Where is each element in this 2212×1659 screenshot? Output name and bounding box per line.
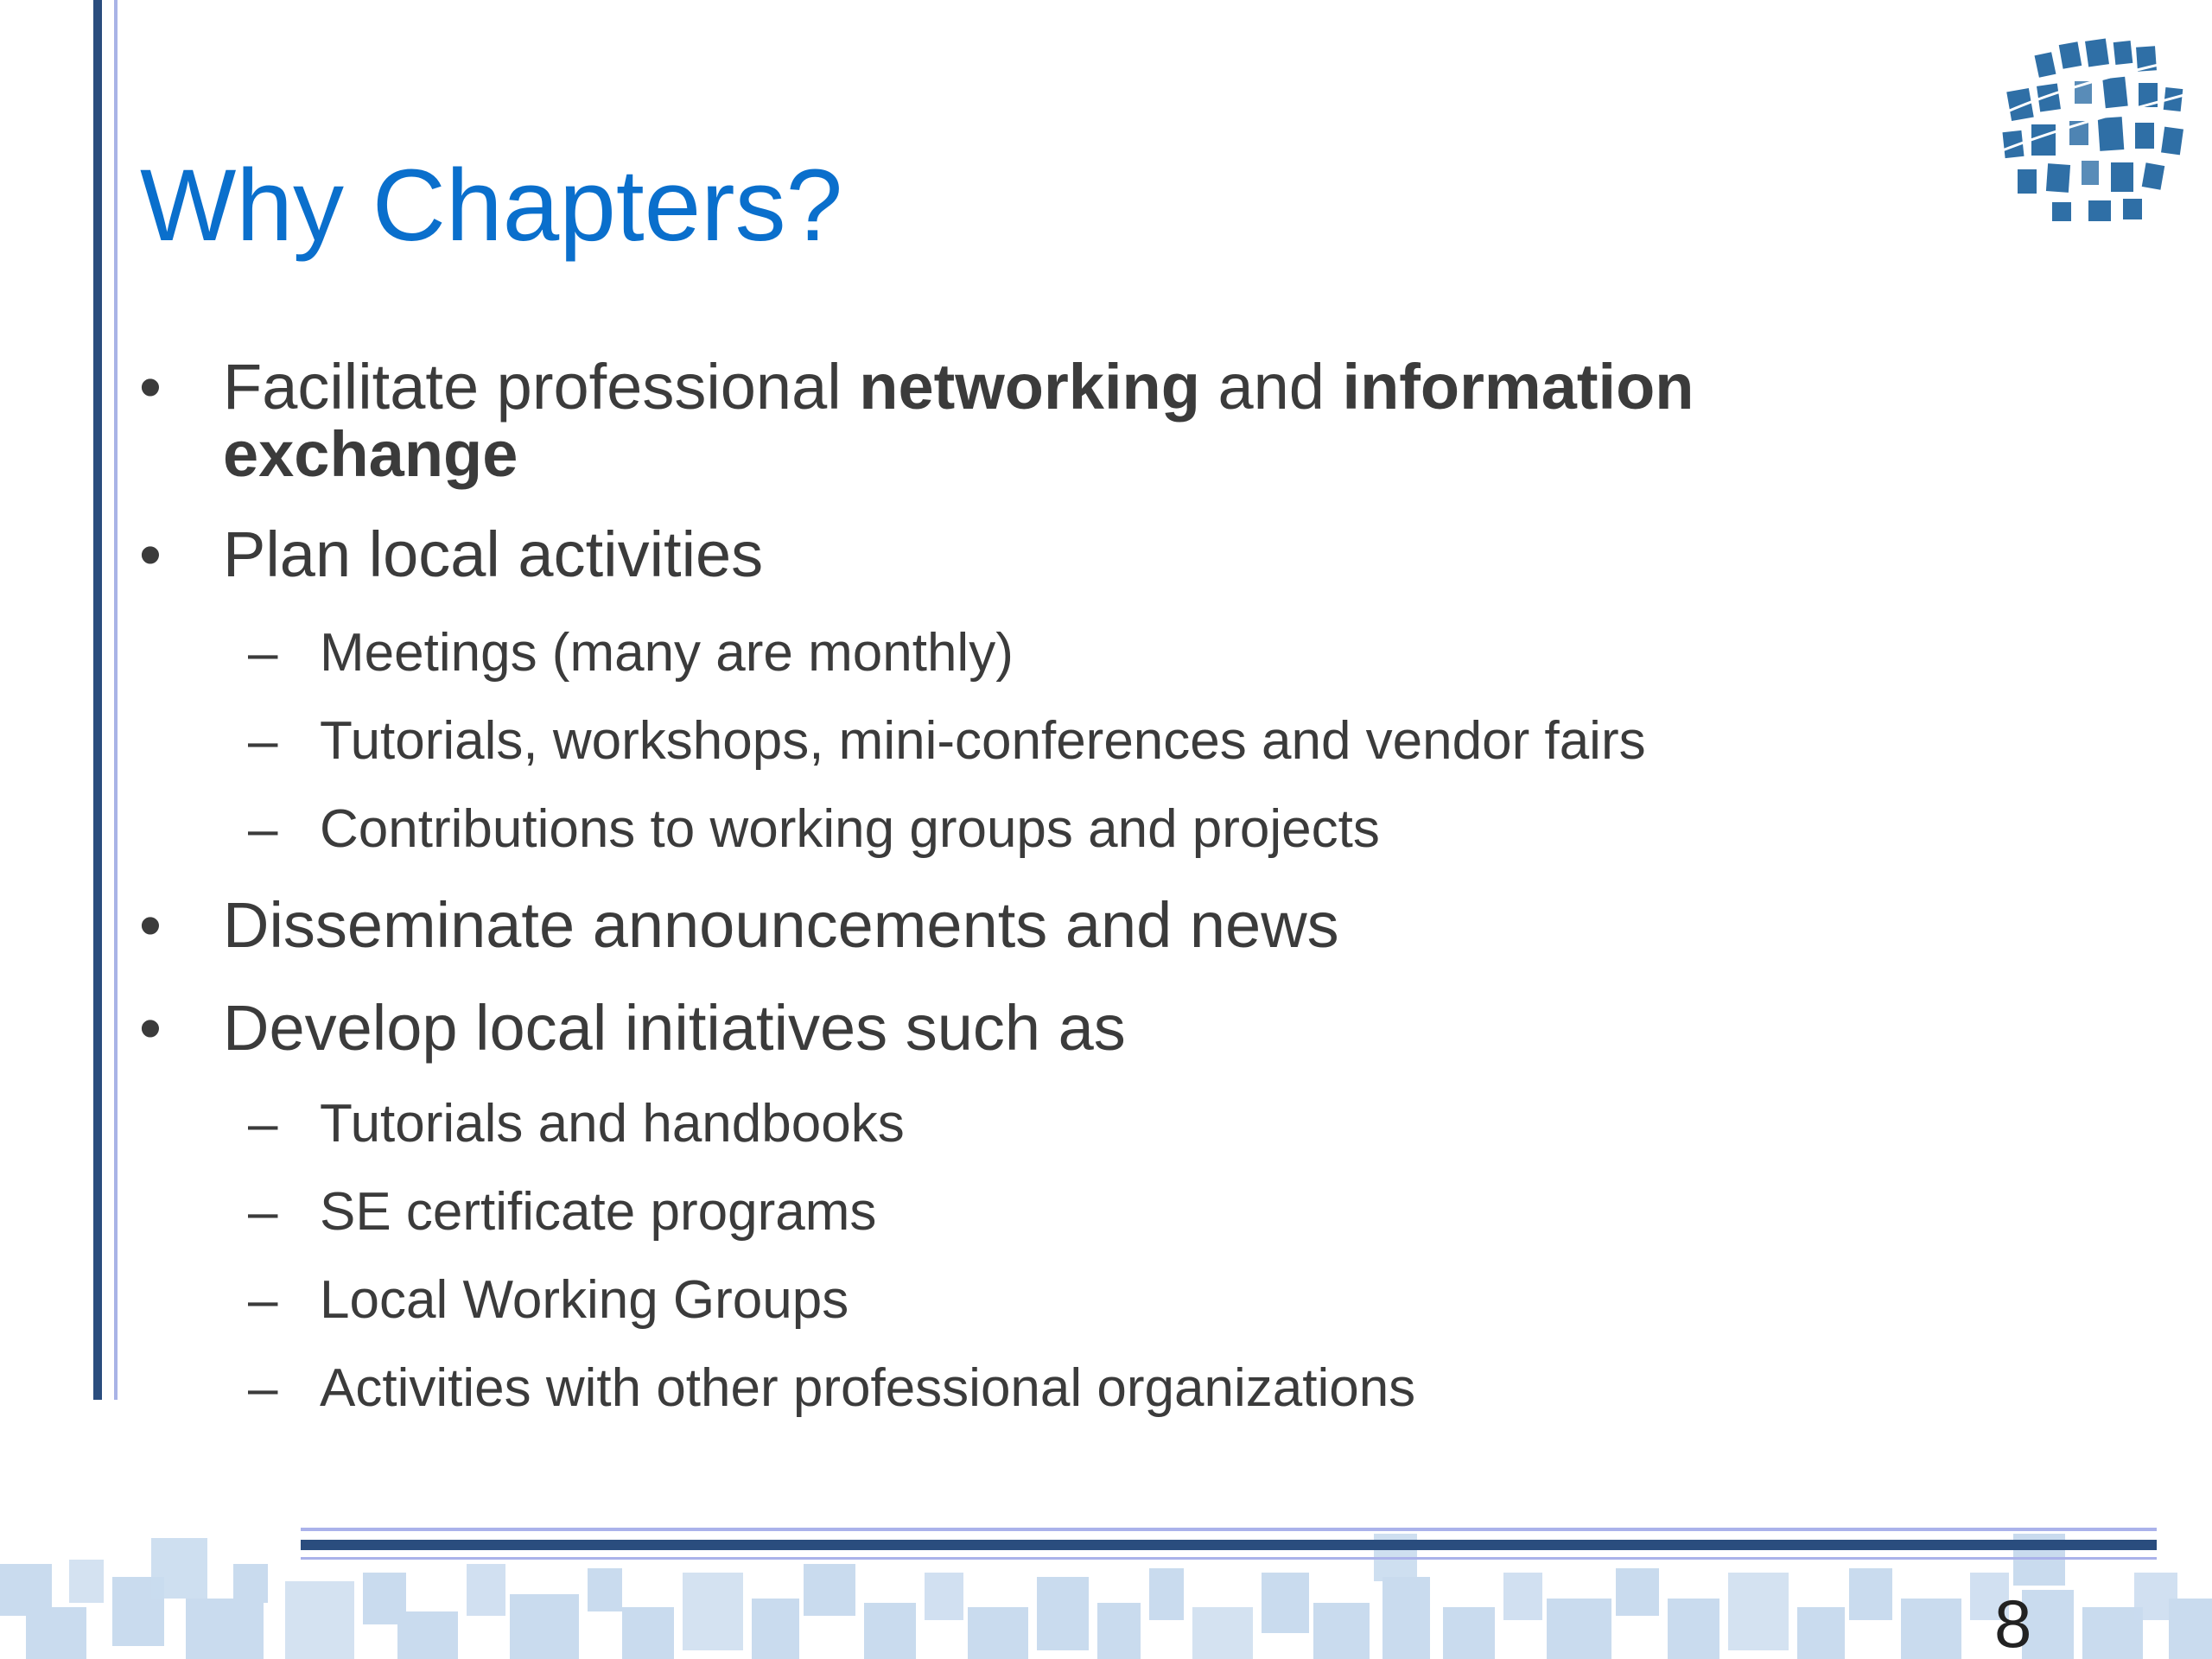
bullet-item xyxy=(139,518,764,590)
sub-bullet-item xyxy=(248,623,1014,683)
bullet-text: Facilitate professional xyxy=(223,351,860,423)
sub-bullet-text: Activities with other professional organizations xyxy=(320,1358,1416,1418)
sub-bullet-text: Contributions to working groups and projects xyxy=(320,799,1380,859)
bullet-item xyxy=(139,889,1339,961)
sub-bullet-item xyxy=(248,1182,877,1243)
bullet-marker: • xyxy=(139,992,162,1064)
sub-bullet-text: Meetings (many are monthly) xyxy=(320,623,1014,683)
dash-marker: – xyxy=(248,711,278,771)
bullet-text-bold: information xyxy=(1342,351,1694,423)
bullet-text-bold: networking xyxy=(859,351,1200,423)
footer-line-light xyxy=(301,1528,2157,1531)
dash-marker: – xyxy=(248,623,278,683)
sub-bullet-item xyxy=(248,711,1646,772)
sub-bullet-text: Tutorials, workshops, mini-conferences and vendor fairs xyxy=(320,711,1646,771)
footer-tile-pattern xyxy=(0,1512,2212,1659)
dash-marker: – xyxy=(248,1358,278,1418)
page-title: Why Chapters? xyxy=(140,149,843,263)
sub-bullet-text: Local Working Groups xyxy=(320,1270,849,1330)
bullet-text: Disseminate announcements and news xyxy=(223,889,1339,961)
dash-marker: – xyxy=(248,1094,278,1154)
sub-bullet-item xyxy=(248,1358,1416,1419)
sub-bullet-item xyxy=(248,799,1380,860)
bullet-item xyxy=(139,351,1694,423)
bullet-continuation xyxy=(223,420,518,489)
sub-bullet-item xyxy=(248,1094,905,1154)
page-number: 8 xyxy=(1994,1586,2032,1659)
footer-line-dark xyxy=(301,1540,2157,1550)
sub-bullet-text: Tutorials and handbooks xyxy=(320,1094,905,1154)
bullet-text: and xyxy=(1199,351,1343,423)
bullet-text-bold: exchange xyxy=(223,418,518,490)
sub-bullet-item xyxy=(248,1270,849,1331)
dash-marker: – xyxy=(248,1270,278,1330)
bullet-text: Develop local initiatives such as xyxy=(223,992,1126,1064)
bullet-marker: • xyxy=(139,351,162,423)
bullet-marker: • xyxy=(139,518,162,590)
sub-bullet-text: SE certificate programs xyxy=(320,1182,877,1242)
footer-line-light xyxy=(301,1557,2157,1560)
bullet-text: Plan local activities xyxy=(223,518,764,590)
footer-decoration xyxy=(0,1512,2212,1659)
bullet-item xyxy=(139,992,1126,1064)
dash-marker: – xyxy=(248,799,278,859)
bullet-marker: • xyxy=(139,889,162,961)
dash-marker: – xyxy=(248,1182,278,1242)
